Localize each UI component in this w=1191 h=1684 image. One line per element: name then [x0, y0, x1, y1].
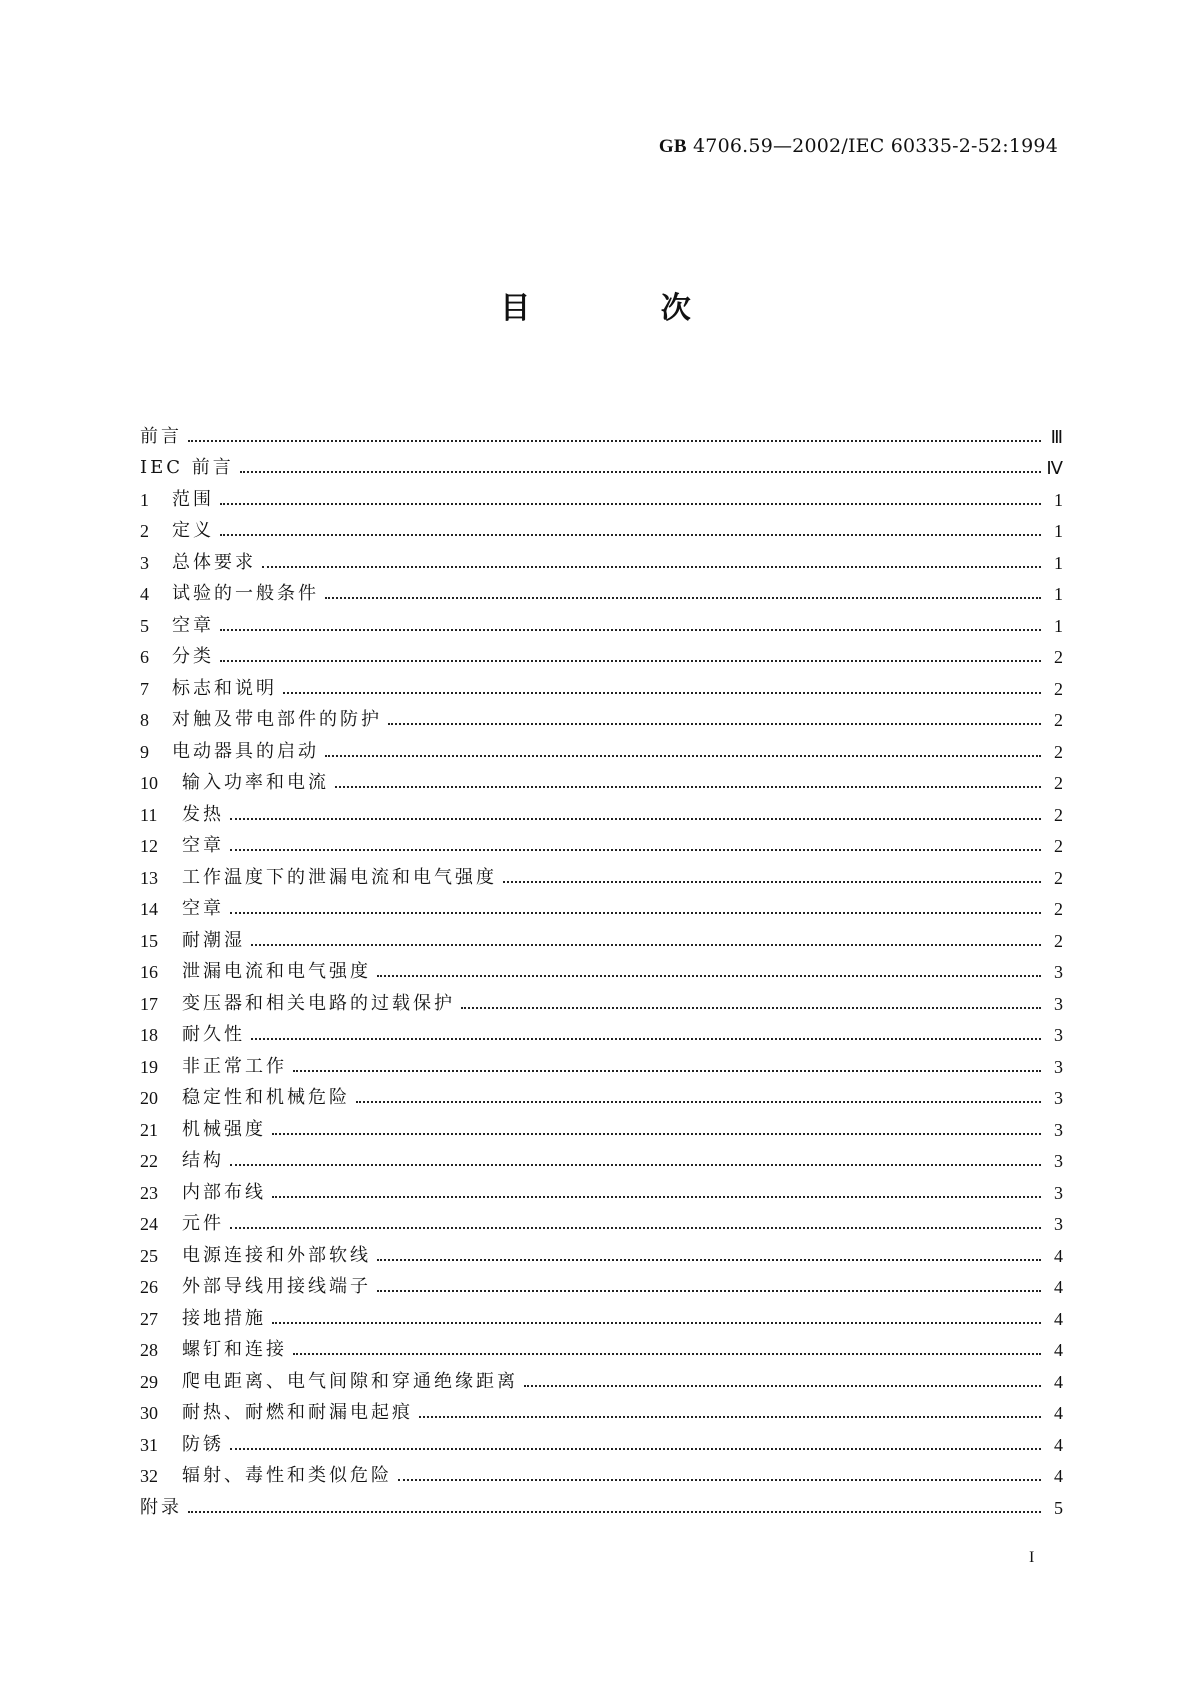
toc-entry-label: 标志和说明	[172, 677, 277, 699]
toc-entry-page: 2	[1054, 867, 1063, 888]
toc-entry-label: 稳定性和机械危险	[182, 1087, 350, 1108]
toc-leader-dots	[293, 1353, 1041, 1355]
toc-entry-label: 耐久性	[182, 1024, 245, 1045]
toc-leader-dots	[272, 1196, 1041, 1198]
toc-entry[interactable]	[140, 603, 1063, 635]
toc-entry-number: 18	[140, 1025, 158, 1045]
toc-leader-dots	[461, 1007, 1041, 1009]
toc-leader-dots	[220, 629, 1041, 631]
toc-entry-number: 24	[140, 1214, 158, 1234]
toc-entry-label: 非正常工作	[182, 1055, 287, 1077]
toc-entry-page: 3	[1054, 993, 1063, 1014]
toc-entry-page: 1	[1054, 615, 1063, 636]
toc-entry[interactable]	[140, 1107, 1063, 1139]
toc-entry-page: 1	[1054, 521, 1063, 541]
toc-leader-dots	[230, 1448, 1041, 1450]
toc-leader-dots	[377, 1290, 1041, 1292]
toc-entry-page: 2	[1054, 930, 1063, 951]
toc-leader-dots	[419, 1416, 1041, 1418]
toc-entry-label: 耐潮湿	[182, 929, 245, 951]
toc-leader-dots	[262, 566, 1041, 568]
toc-entry-number: 27	[140, 1308, 158, 1329]
toc-entry-page: 1	[1054, 489, 1063, 510]
toc-entry-label: 内部布线	[182, 1181, 266, 1203]
toc-entry[interactable]	[140, 1265, 1063, 1297]
page-title: 目 次	[500, 291, 751, 326]
toc-entry[interactable]	[140, 414, 1063, 446]
toc-entry-label: 结构	[182, 1150, 224, 1171]
toc-entry[interactable]	[140, 698, 1063, 730]
toc-entry-number: 11	[140, 804, 158, 825]
toc-entry-label: 定义	[172, 520, 214, 541]
toc-leader-dots	[398, 1479, 1041, 1481]
toc-entry-label: 发热	[182, 803, 224, 825]
toc-entry-label: 外部导线用接线端子	[182, 1276, 371, 1297]
toc-entry[interactable]	[140, 1422, 1063, 1454]
toc-entry[interactable]	[140, 1296, 1063, 1328]
toc-entry-label: 分类	[172, 646, 214, 667]
toc-entry[interactable]	[140, 792, 1063, 824]
toc-entry-page: 3	[1054, 1119, 1063, 1140]
toc-leader-dots	[272, 1322, 1041, 1324]
toc-entry-page: 2	[1054, 678, 1063, 699]
toc-leader-dots	[325, 755, 1041, 757]
toc-leader-dots	[388, 723, 1041, 725]
toc-entry[interactable]	[140, 1076, 1063, 1108]
toc-entry-page: 4	[1054, 1245, 1063, 1266]
toc-entry-number: 30	[140, 1403, 158, 1423]
toc-entry-label: 范围	[172, 488, 214, 510]
toc-entry-number: 13	[140, 867, 158, 888]
toc-entry[interactable]	[140, 446, 1063, 478]
toc-entry-number: 4	[140, 584, 149, 604]
toc-entry[interactable]	[140, 950, 1063, 982]
toc-entry-label: 元件	[182, 1213, 224, 1234]
toc-leader-dots	[293, 1070, 1041, 1072]
toc-entry-number: 7	[140, 678, 149, 699]
toc-leader-dots	[230, 1164, 1041, 1166]
toc-entry[interactable]	[140, 1202, 1063, 1234]
toc-entry-page: 2	[1054, 741, 1063, 762]
toc-leader-dots	[503, 881, 1041, 883]
toc-entry-label: IEC 前言	[140, 457, 234, 478]
toc-entry[interactable]	[140, 1391, 1063, 1423]
standard-prefix: GB	[658, 136, 687, 157]
toc-entry-page: 2	[1054, 899, 1063, 919]
toc-entry-page: 4	[1054, 1308, 1063, 1329]
toc-entry-page: 3	[1054, 1025, 1063, 1045]
toc-entry[interactable]	[140, 887, 1063, 919]
toc-entry-page: 4	[1054, 1403, 1063, 1423]
toc-leader-dots	[356, 1101, 1041, 1103]
toc-entry-label: 空章	[182, 898, 224, 919]
toc-leader-dots	[230, 1227, 1041, 1229]
toc-entry-number: 32	[140, 1466, 158, 1486]
toc-entry-number: 31	[140, 1434, 158, 1455]
toc-entry-number: 9	[140, 741, 149, 762]
toc-entry[interactable]	[140, 572, 1063, 604]
toc-entry-page: 4	[1054, 1371, 1063, 1392]
toc-entry-label: 接地措施	[182, 1307, 266, 1329]
toc-entry-label: 对触及带电部件的防护	[172, 709, 382, 730]
toc-entry[interactable]	[140, 1454, 1063, 1486]
toc-entry-page: 2	[1054, 710, 1063, 730]
page-number: I	[1029, 1549, 1035, 1566]
toc-entry[interactable]	[140, 1359, 1063, 1391]
toc-entry[interactable]	[140, 855, 1063, 887]
toc-leader-dots	[377, 1259, 1041, 1261]
toc-entry-label: 附录	[140, 1496, 182, 1518]
toc-entry-label: 电动器具的启动	[172, 740, 319, 762]
toc-entry-number: 16	[140, 962, 158, 982]
toc-entry[interactable]	[140, 1044, 1063, 1076]
toc-entry-page: 4	[1054, 1277, 1063, 1297]
toc-entry-number: 15	[140, 930, 158, 951]
toc-entry-page: 4	[1054, 1466, 1063, 1486]
toc-entry-page: 4	[1054, 1434, 1063, 1455]
toc-entry[interactable]	[140, 1170, 1063, 1202]
toc-leader-dots	[188, 440, 1041, 442]
toc-entry-number: 23	[140, 1182, 158, 1203]
toc-leader-dots	[524, 1385, 1041, 1387]
toc-leader-dots	[230, 912, 1041, 914]
toc-entry-page: 1	[1054, 552, 1063, 573]
toc-entry-number: 8	[140, 710, 149, 730]
toc-entry-label: 输入功率和电流	[182, 772, 329, 793]
toc-entry-label: 防锈	[182, 1433, 224, 1455]
toc-entry[interactable]	[140, 1233, 1063, 1265]
toc-entry-page: 3	[1054, 1151, 1063, 1171]
toc-leader-dots	[230, 818, 1041, 820]
toc-entry-number: 12	[140, 836, 158, 856]
toc-entry-page: Ⅳ	[1046, 458, 1063, 478]
toc-entry[interactable]	[140, 981, 1063, 1013]
toc-entry-number: 5	[140, 615, 149, 636]
standard-number	[659, 135, 1058, 158]
toc-entry-page: 2	[1054, 836, 1063, 856]
toc-entry-label: 空章	[172, 614, 214, 636]
toc-entry-number: 29	[140, 1371, 158, 1392]
toc-leader-dots	[240, 471, 1041, 473]
toc-leader-dots	[230, 849, 1041, 851]
toc-entry-label: 前言	[140, 425, 182, 447]
toc-entry-page: 3	[1054, 1182, 1063, 1203]
toc-leader-dots	[188, 1511, 1041, 1513]
toc-leader-dots	[220, 660, 1041, 662]
toc-entry-number: 14	[140, 899, 158, 919]
toc-entry-label: 工作温度下的泄漏电流和电气强度	[182, 866, 497, 888]
toc-entry-label: 试验的一般条件	[172, 583, 319, 604]
toc-entry[interactable]	[140, 477, 1063, 509]
toc-entry-label: 泄漏电流和电气强度	[182, 961, 371, 982]
toc-entry-number: 19	[140, 1056, 158, 1077]
toc-entry-label: 总体要求	[172, 551, 256, 573]
toc-entry-number: 6	[140, 647, 149, 667]
toc-entry-number: 25	[140, 1245, 158, 1266]
toc-entry-label: 爬电距离、电气间隙和穿通绝缘距离	[182, 1370, 518, 1392]
toc-entry-number: 10	[140, 773, 158, 793]
toc-entry-number: 3	[140, 552, 149, 573]
toc-entry[interactable]	[140, 540, 1063, 572]
toc-leader-dots	[220, 503, 1041, 505]
toc-entry-number: 1	[140, 489, 149, 510]
toc-entry-page: 2	[1054, 773, 1063, 793]
toc-entry-label: 空章	[182, 835, 224, 856]
toc-entry-label: 螺钉和连接	[182, 1339, 287, 1360]
toc-leader-dots	[251, 944, 1041, 946]
toc-entry-page: 1	[1054, 584, 1063, 604]
toc-entry-page: 3	[1054, 1214, 1063, 1234]
toc-entry-number: 17	[140, 993, 158, 1014]
toc-entry-label: 变压器和相关电路的过载保护	[182, 992, 455, 1014]
toc-entry[interactable]	[140, 918, 1063, 950]
toc-leader-dots	[377, 975, 1041, 977]
toc-leader-dots	[335, 786, 1041, 788]
toc-leader-dots	[283, 692, 1041, 694]
toc-entry-number: 21	[140, 1119, 158, 1140]
toc-entry-label: 电源连接和外部软线	[182, 1244, 371, 1266]
toc-entry-label: 机械强度	[182, 1118, 266, 1140]
toc-entry[interactable]	[140, 1013, 1063, 1045]
table-of-contents	[140, 414, 1063, 1517]
toc-entry-number: 22	[140, 1151, 158, 1171]
toc-leader-dots	[272, 1133, 1041, 1135]
toc-entry[interactable]	[140, 1328, 1063, 1360]
toc-entry-page: 2	[1054, 804, 1063, 825]
toc-leader-dots	[220, 534, 1041, 536]
toc-entry-number: 2	[140, 521, 149, 541]
standard-code: 4706.59—2002/IEC 60335-2-52:1994	[693, 135, 1058, 157]
toc-leader-dots	[325, 597, 1041, 599]
toc-entry[interactable]	[140, 729, 1063, 761]
toc-entry[interactable]	[140, 1139, 1063, 1171]
toc-entry[interactable]	[140, 824, 1063, 856]
toc-entry-page: 5	[1054, 1497, 1063, 1518]
toc-entry[interactable]	[140, 666, 1063, 698]
toc-entry[interactable]	[140, 761, 1063, 793]
toc-entry[interactable]	[140, 509, 1063, 541]
toc-leader-dots	[251, 1038, 1041, 1040]
toc-entry-label: 辐射、毒性和类似危险	[182, 1465, 392, 1486]
toc-entry[interactable]	[140, 1485, 1063, 1517]
toc-entry[interactable]	[140, 635, 1063, 667]
toc-entry-label: 耐热、耐燃和耐漏电起痕	[182, 1402, 413, 1423]
toc-entry-page: Ⅲ	[1050, 426, 1063, 447]
toc-entry-number: 26	[140, 1277, 158, 1297]
toc-entry-number: 28	[140, 1340, 158, 1360]
toc-entry-page: 3	[1054, 1056, 1063, 1077]
toc-entry-page: 2	[1054, 647, 1063, 667]
toc-entry-number: 20	[140, 1088, 158, 1108]
toc-entry-page: 4	[1054, 1340, 1063, 1360]
toc-entry-page: 3	[1054, 1088, 1063, 1108]
toc-entry-page: 3	[1054, 962, 1063, 982]
